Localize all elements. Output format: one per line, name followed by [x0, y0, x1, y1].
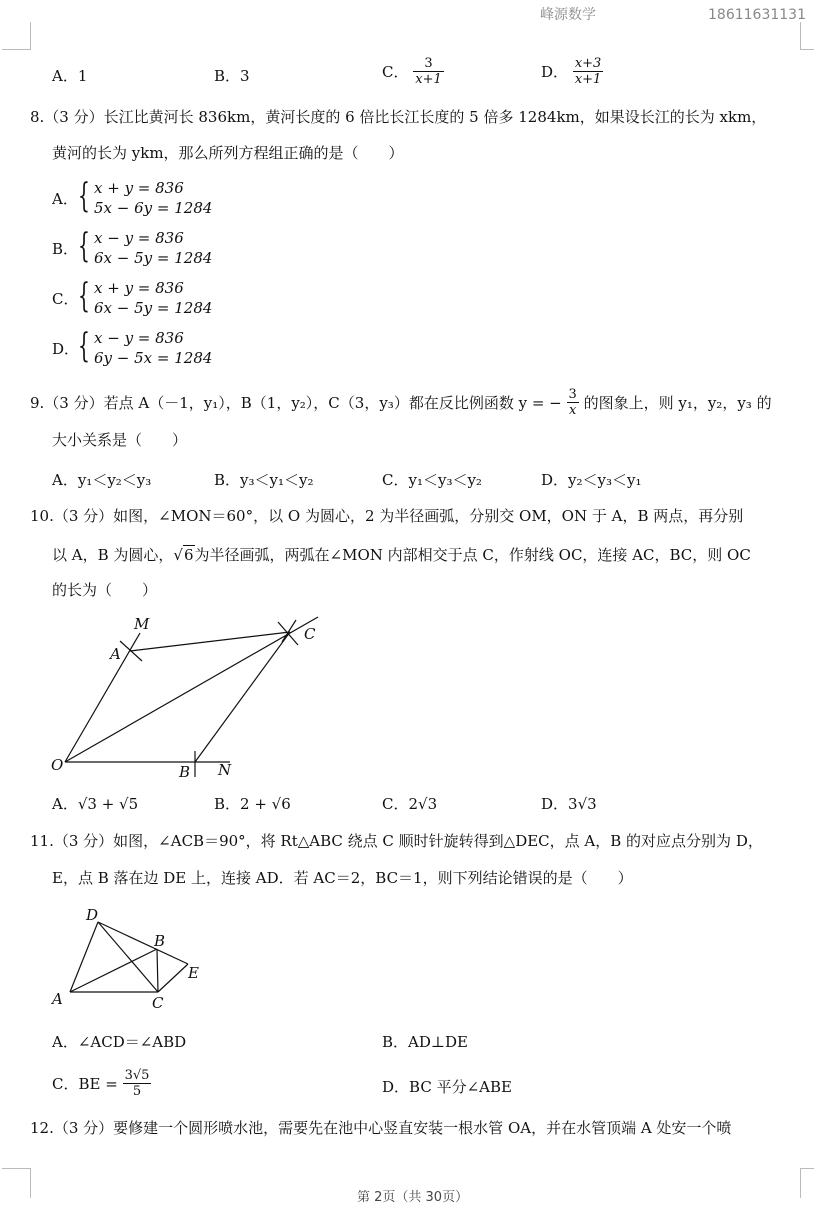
- q10-option-d: D．3√3: [541, 795, 597, 813]
- q10-figure: [40, 605, 340, 790]
- arc-mark-a: [120, 641, 142, 661]
- q9-stem-part2: 的图象上，则 y₁，y₂，y₃ 的: [583, 394, 772, 412]
- q8-stem-line2: 黄河的长为 ykm，那么所列方程组正确的是（ ）: [52, 144, 404, 162]
- label-d: D: [86, 906, 99, 924]
- q8-option-a-label: A．: [52, 190, 78, 208]
- brace-glyph: {: [78, 326, 90, 366]
- q11-option-c: [52, 1068, 151, 1099]
- q9-option-d: D．y₂＜y₃＜y₁: [541, 471, 642, 489]
- q8-option-c-eq1: x + y = 836: [94, 279, 184, 297]
- label-c: C: [152, 994, 164, 1012]
- header-brand: 峰源数学: [540, 7, 596, 23]
- sqrt-six-radicand: 6: [183, 546, 194, 564]
- q7-option-d-denominator: x+1: [574, 72, 602, 87]
- q11-stem-line1: 11.（3 分）如图，∠ACB＝90°，将 Rt△ABC 绕点 C 顺时针旋转得到△DEC，点 A，B 的对应点分别为 D，: [30, 832, 763, 850]
- brace-glyph: {: [78, 226, 90, 266]
- q11-option-c-label: C．BE =: [52, 1075, 123, 1093]
- crop-mark-bottom-left-h: [2, 1168, 30, 1169]
- q7-option-c-denominator: x+1: [415, 72, 442, 87]
- q8-option-c-eq2: 6x − 5y = 1284: [94, 299, 213, 317]
- q11-figure: [40, 900, 210, 1015]
- segment-ad: [70, 922, 98, 992]
- q8-option-d-eq1: x − y = 836: [94, 329, 184, 347]
- label-b: B: [179, 763, 191, 781]
- q10-option-a: A．√3 + √5: [52, 795, 139, 813]
- q10-stem-line3: 的长为（ ）: [52, 581, 158, 599]
- q11-option-c-numerator: 3√5: [124, 1068, 150, 1083]
- ray-om: [65, 633, 140, 762]
- label-a: A: [110, 645, 121, 663]
- q11-option-c-fraction: [123, 1068, 152, 1099]
- q8-stem-line1: 8.（3 分）长江比黄河长 836km，黄河长度的 6 倍比长江长度的 5 倍多 1284km，如果设长江的长为 xkm，: [30, 108, 767, 126]
- q7-option-d: [541, 56, 603, 87]
- q8-option-d-label: D．: [52, 340, 80, 358]
- q11-option-b: B．AD⊥DE: [382, 1033, 468, 1051]
- page-number: 第 2页（共 30页）: [357, 1190, 469, 1205]
- crop-mark-bottom-right-v: [800, 1168, 801, 1198]
- label-m: M: [134, 615, 150, 633]
- q8-option-a-eq2: 5x − 6y = 1284: [94, 199, 213, 217]
- segment-ec: [158, 964, 188, 992]
- brace-glyph: {: [78, 176, 90, 216]
- crop-mark-top-left-v: [30, 22, 31, 50]
- q9-fraction-numerator: 3: [568, 387, 577, 402]
- header-phone: 18611631131: [708, 7, 806, 23]
- segment-bc: [195, 632, 290, 762]
- label-c: C: [304, 625, 316, 643]
- crop-mark-bottom-right-h: [800, 1168, 814, 1169]
- q7-option-b: B．3: [214, 67, 250, 85]
- q9-stem-line1: [30, 387, 772, 418]
- segment-de: [98, 922, 188, 964]
- q7-option-d-fraction: [573, 56, 604, 87]
- label-a: A: [52, 990, 63, 1008]
- sqrt-six: √6: [173, 546, 194, 564]
- q9-stem-line2: 大小关系是（ ）: [52, 431, 188, 449]
- q7-option-d-numerator: x+3: [574, 56, 602, 71]
- segment-bc: [157, 949, 158, 992]
- label-e: E: [188, 964, 199, 982]
- label-b: B: [154, 932, 166, 950]
- segment-ab: [70, 949, 157, 992]
- q7-option-c-fraction: [413, 56, 444, 87]
- segment-dc: [98, 922, 158, 992]
- q8-option-d-eq2: 6y − 5x = 1284: [94, 349, 213, 367]
- q9-stem-part1: 9.（3 分）若点 A（－1，y₁），B（1，y₂），C（3，y₃）都在反比例函数 y = −: [30, 394, 562, 412]
- q7-option-d-label: D．: [541, 63, 569, 81]
- q10-stem-line2: [52, 545, 751, 565]
- q9-fraction-denominator: x: [568, 403, 577, 418]
- q8-option-a-eq1: x + y = 836: [94, 179, 184, 197]
- crop-mark-top-left-h: [2, 49, 30, 50]
- q10-stem-line2-part1: 以 A，B 为圆心，: [52, 546, 174, 564]
- q10-option-c: C．2√3: [382, 795, 438, 813]
- q11-stem-line2: E，点 B 落在边 DE 上，连接 AD．若 AC＝2，BC＝1，则下列结论错误的是（ ）: [52, 869, 633, 887]
- q9-option-a: A．y₁＜y₂＜y₃: [52, 471, 152, 489]
- label-o: O: [51, 756, 64, 774]
- q11-option-c-denominator: 5: [132, 1084, 142, 1099]
- q7-option-c-numerator: 3: [413, 56, 444, 72]
- q8-option-b-eq1: x − y = 836: [94, 229, 184, 247]
- q7-option-a: A．1: [52, 67, 88, 85]
- q10-option-b: B．2 + √6: [214, 795, 291, 813]
- q9-option-c: C．y₁＜y₃＜y₂: [382, 471, 482, 489]
- q11-option-a: A．∠ACD＝∠ABD: [52, 1033, 187, 1051]
- segment-ac: [130, 632, 290, 651]
- q9-option-b: B．y₃＜y₁＜y₂: [214, 471, 314, 489]
- q8-option-b-eq2: 6x − 5y = 1284: [94, 249, 213, 267]
- q10-stem-line1: 10.（3 分）如图，∠MON＝60°，以 O 为圆心，2 为半径画弧，分别交 OM，ON 于 A，B 两点，再分别: [30, 507, 744, 525]
- crop-mark-top-right-v: [800, 22, 801, 50]
- label-n: N: [218, 761, 232, 779]
- brace-glyph: {: [78, 276, 90, 316]
- crop-mark-top-right-h: [800, 49, 814, 50]
- q8-option-b-label: B．: [52, 240, 79, 258]
- q7-option-c-label: C．: [382, 63, 409, 81]
- q10-stem-line2-part2: 为半径画弧，两弧在∠MON 内部相交于点 C，作射线 OC，连接 AC，BC，则 OC: [194, 546, 751, 564]
- q11-option-d: D．BC 平分∠ABE: [382, 1078, 512, 1096]
- crop-mark-bottom-left-v: [30, 1168, 31, 1198]
- ray-oc: [65, 617, 318, 762]
- q7-option-c: [382, 56, 444, 87]
- q12-stem-line1: 12.（3 分）要修建一个圆形喷水池，需要先在池中心竖直安装一根水管 OA，并在水管顶端 A 处安一个喷: [30, 1119, 732, 1137]
- q8-option-c-label: C．: [52, 290, 79, 308]
- q9-fraction: [567, 387, 579, 418]
